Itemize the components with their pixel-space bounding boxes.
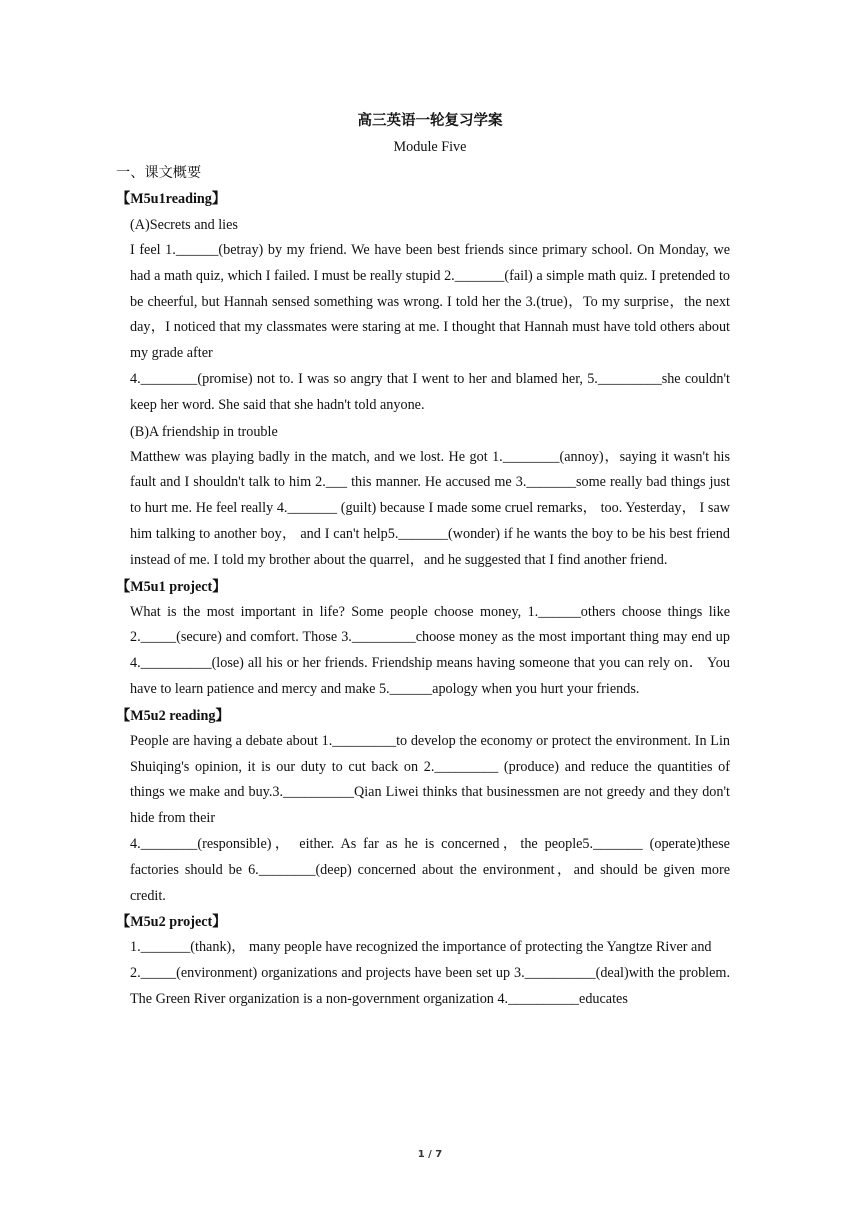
m5u2-project-paragraph-1: 1._______(thank)， many people have recognized the importance of protecting the Yangtze River and: [130, 939, 712, 956]
m5u1-reading-heading: 【M5u1reading】: [116, 191, 227, 207]
m5u2-project-paragraph-2: 2._____(environment) organizations and projects have been set up 3.__________(deal)with the problem. The Green River organization is a non-government organization 4.__________educates: [130, 965, 730, 1007]
passage-a-paragraph-1: I feel 1.______(betray) by my friend. We have been best friends since primary school. On Monday, we had a math quiz, which I failed. I must be really stupid 2._______(fail) a simple math quiz. I pretended to be cheerful, but Hannah sensed something was wrong. I told her the 3.(true)，To my surprise，the next day，I noticed that my classmates were staring at me. I thought that Hannah must have told others about my grade after: [130, 242, 730, 362]
m5u1-project-heading: 【M5u1 project】: [116, 578, 227, 595]
m5u2-reading-heading: 【M5u2 reading】: [116, 707, 230, 724]
page-number: 1 / 7: [417, 1149, 443, 1160]
document-title: 高三英语一轮复习学案: [357, 113, 503, 129]
module-title: Module Five: [393, 139, 467, 155]
passage-a-paragraph-2: 4.________(promise) not to. I was so angry that I went to her and blamed her, 5._________she couldn't keep her word. She said that she hadn't told anyone.: [130, 370, 730, 413]
m5u1-project-paragraph: What is the most important in life? Some people choose money, 1.______others choose things like 2._____(secure) and comfort. Those 3._________choose money as the most important thing may end up 4.__________(lose) all his or her friends. Friendship means having someone that you can rely on． You have to learn patience and mercy and make 5.______apology when you hurt your friends.: [130, 603, 730, 697]
passage-a-title: (A)Secrets and lies: [130, 217, 238, 233]
m5u2-project-heading: 【M5u2 project】: [116, 914, 227, 931]
m5u2-reading-paragraph-1: People are having a debate about 1._________to develop the economy or protect the environment. In Lin Shuiqing's opinion, it is our duty to cut back on 2._________ (produce) and reduce the quantities of things we make and buy.3.__________Qian Liwei thinks that businessmen are not greedy and they don't hide from their: [130, 732, 730, 827]
section-heading: 一、课文概要: [116, 165, 202, 181]
m5u2-reading-paragraph-2: 4.________(responsible)， either. As far as he is concerned，the people5._______ (operate)these factories should be 6.________(deep) concerned about the environment，and should be given more credit.: [130, 835, 730, 904]
document-body: [116, 108, 730, 1013]
passage-b-title: (B)A friendship in trouble: [130, 423, 278, 440]
passage-b-paragraph: Matthew was playing badly in the match, and we lost. He got 1.________(annoy)，saying it wasn't his fault and I shouldn't talk to him 2.___ this manner. He accused me 3._______some really bad things just to hurt me. He feel really 4._______ (guilt) because I made some cruel remarks， too. Yesterday， I saw him talking to another boy， and I can't help5._______(wonder) if he wants the boy to be his best friend instead of me. I told my brother about the quarrel，and he suggested that I find another friend.: [130, 448, 730, 568]
